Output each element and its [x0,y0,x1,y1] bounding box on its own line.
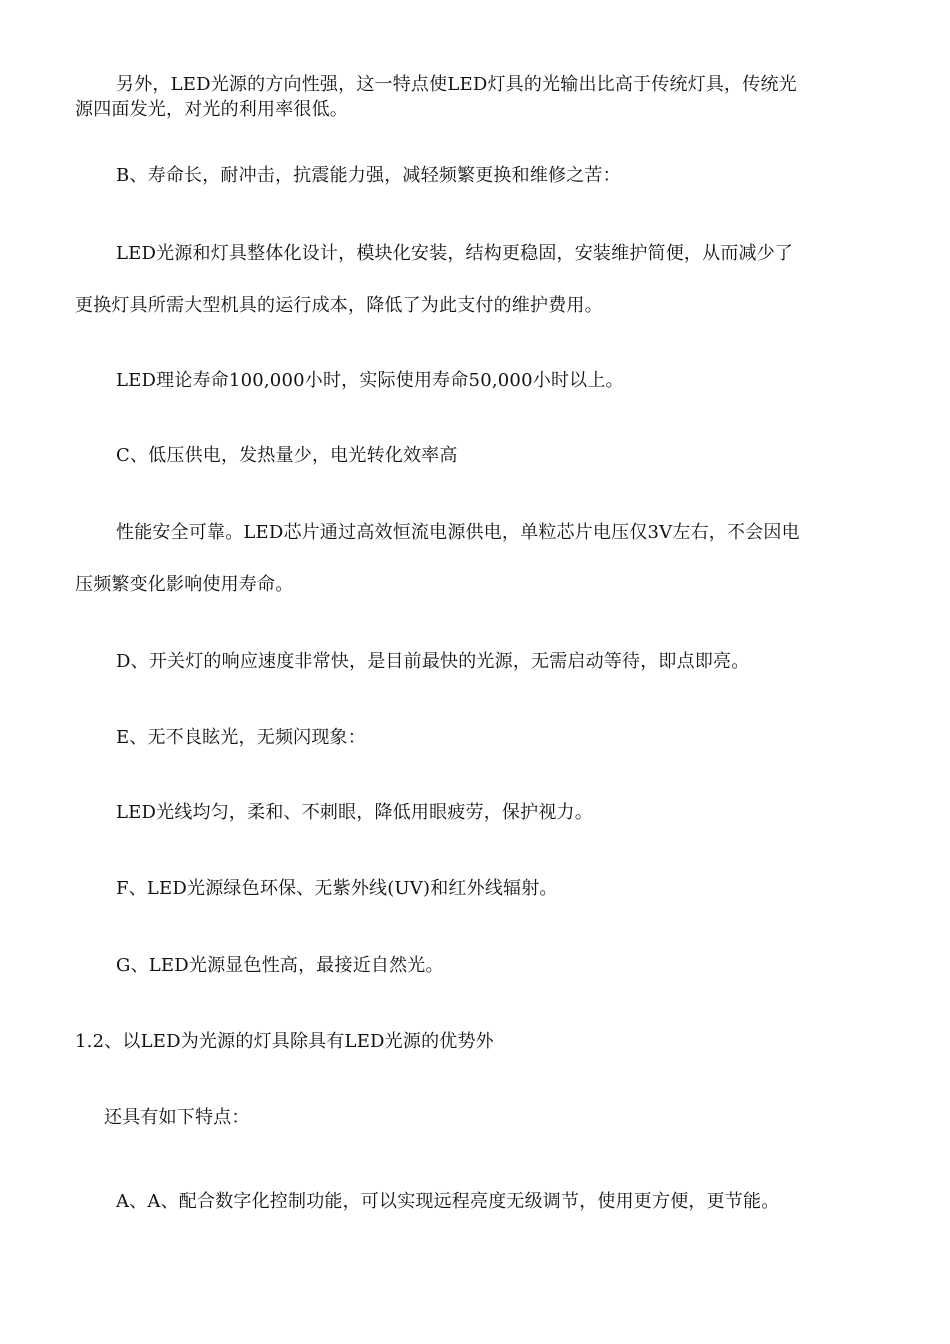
text-line: 更换灯具所需大型机具的运行成本，降低了为此支付的维护费用。 [75,295,603,316]
text-line: 性能安全可靠。LED芯片通过高效恒流电源供电，单粒芯片电压仅3V左右，不会因电 [116,522,800,543]
text-line: 另外，LED光源的方向性强，这一特点使LED灯具的光输出比高于传统灯具，传统光 [116,74,797,95]
text-line: 还具有如下特点： [104,1107,250,1128]
text-line: 源四面发光，对光的利用率很低。 [75,99,348,120]
section-heading-f: F、LED光源绿色环保、无紫外线(UV)和红外线辐射。 [116,878,558,899]
text-line: LED光线均匀，柔和、不刺眼，降低用眼疲劳，保护视力。 [116,802,593,823]
section-heading-e: E、无不良眩光，无频闪现象： [116,727,366,748]
section-heading-a: A、A、配合数字化控制功能，可以实现远程亮度无级调节，使用更方便，更节能。 [116,1191,780,1212]
section-heading-b: B、寿命长，耐冲击，抗震能力强，减轻频繁更换和维修之苦： [116,165,621,186]
section-heading-g: G、LED光源显色性高，最接近自然光。 [116,955,444,976]
section-heading-1-2: 1.2、以LED为光源的灯具除具有LED光源的优势外 [75,1031,494,1052]
text-line: 压频繁变化影响使用寿命。 [75,574,294,595]
text-line: LED光源和灯具整体化设计，模块化安装，结构更稳固，安装维护简便，从而减少了 [116,243,794,264]
text-line: LED理论寿命100,000小时，实际使用寿命50,000小时以上。 [116,370,624,391]
section-heading-c: C、低压供电，发热量少，电光转化效率高 [116,445,458,466]
section-heading-d: D、开关灯的响应速度非常快，是目前最快的光源，无需启动等待，即点即亮。 [116,651,750,672]
